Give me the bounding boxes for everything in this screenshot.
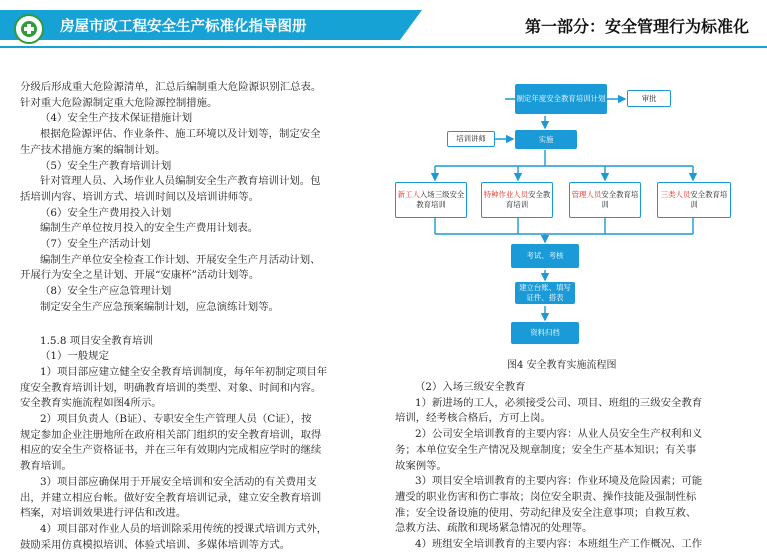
paragraph-line: 培训，经考核合格后，方可上岗。 [395, 412, 551, 425]
paragraph-line: 度安全教育培训计划，明确教育培训的类型、对象、时间和内容。 [20, 381, 322, 394]
paragraph-line: 制定安全生产应急预案编制计划，应急演练计划等。 [40, 300, 279, 313]
paragraph-line: 编制生产单位按月投入的安全生产费用计划表。 [40, 222, 259, 235]
paragraph-line: 相应的安全生产资格证书，并在三年有效期内完成相应学时的继续 [20, 444, 322, 457]
branch-label: 入场三级安全教育培训 [416, 190, 465, 209]
header-rule [0, 46, 767, 48]
flow-records-label: 建立台账、填写证件、搭表 [519, 283, 571, 302]
flow-trainer-label: 培训讲师 [456, 134, 486, 143]
header-banner-tail [400, 10, 422, 40]
flow-implement-box [515, 130, 577, 149]
branch-highlight: 三类人员 [660, 190, 691, 199]
flow-trainer-box [447, 131, 495, 147]
paragraph-line: 故案例等。 [395, 459, 447, 472]
paragraph-line: 括培训内容、培训方式、培训时间以及培训讲师等。 [20, 190, 259, 203]
safety-education-flowchart [395, 82, 747, 352]
subheading: （8）安全生产应急管理计划 [40, 285, 172, 298]
paragraph-line: 出，并建立相应台帐。做好安全教育培训记录，建立安全教育培训 [20, 491, 322, 504]
page-header [0, 0, 767, 56]
branch-highlight: 新工人 [397, 190, 420, 199]
paragraph-line: 3）项目安全培训教育的主要内容：作业环境及危险因素；可能 [415, 475, 703, 488]
paragraph-line: 教育培训。 [20, 460, 72, 473]
section-heading: 1.5.8 项目安全教育培训 [40, 334, 153, 347]
flow-branch-three-types [657, 182, 731, 218]
left-column [20, 80, 372, 553]
branch-label: 安全教育培训 [505, 190, 551, 209]
figure-caption: 图4 安全教育实施流程图 [507, 360, 617, 371]
part-title: 第一部分：安全管理行为标准化 [524, 17, 749, 36]
flow-branch-special-workers [481, 182, 553, 218]
paragraph-line: 务；本单位安全生产情况及规章制度；安全生产基本知识；有关事 [395, 443, 697, 456]
safety-logo-icon [14, 14, 44, 44]
paragraph-line: 3）项目部应确保用于开展安全培训和安全活动的有关费用支 [40, 475, 317, 488]
flow-implement-label: 实施 [538, 134, 554, 144]
book-title: 房屋市政工程安全生产标准化指导图册 [60, 19, 307, 35]
subheading: （7）安全生产活动计划 [40, 238, 151, 251]
right-column [395, 380, 747, 553]
paragraph-line: 4）项目部对作业人员的培训除采用传统的授课式培训方式外， [40, 522, 328, 535]
paragraph-line: 2）公司安全培训教育的主要内容：从业人员安全生产权利和义 [415, 428, 703, 441]
flow-approve-label: 审批 [641, 93, 657, 103]
paragraph-line: 根据危险源评估、作业条件、施工环境以及计划等，制定安全 [40, 128, 321, 141]
paragraph-line: 准；安全设备设施的使用、劳动纪律及安全注意事项；自救互救、 [395, 506, 697, 519]
paragraph-line: 针对管理人员、入场作业人员编制安全生产教育培训计划。包 [40, 175, 321, 188]
flow-branch-managers [569, 182, 641, 218]
paragraph-line: 2）项目负责人（B证）、专职安全生产管理人员（C证），按 [40, 413, 312, 426]
paragraph-line: 安全教育实施流程如图4所示。 [20, 397, 162, 410]
paragraph-line: 1）项目部应建立健全安全教育培训制度，每年年初制定项目年 [40, 365, 328, 378]
paragraph-line: 档案，对培训效果进行评估和改进。 [20, 507, 187, 520]
paragraph-line: 急救方法、疏散和现场紧急情况的处理等。 [395, 522, 593, 535]
paragraph-line: 1）新进场的工人，必须接受公司、项目、班组的三级安全教育 [415, 396, 703, 409]
subheading: （1）一般规定 [40, 350, 109, 363]
paragraph-line: 遭受的职业伤害和伤亡事故；岗位安全职责、操作技能及强制性标 [395, 490, 697, 503]
subheading: （5）安全生产教育培训计划 [40, 159, 172, 172]
paragraph-line: 规定参加企业注册地所在政府相关部门组织的安全教育培训，取得 [20, 428, 322, 441]
subheading: （2）入场三级安全教育 [415, 381, 526, 393]
paragraph-line: 4）班组安全培训教育的主要内容：本班组生产工作概况、工作 [415, 538, 703, 551]
branch-highlight: 特种作业人员 [483, 190, 529, 199]
branch-highlight: 管理人员 [571, 190, 602, 199]
flow-plan-box [515, 84, 607, 114]
subheading: （4）安全生产技术保证措施计划 [40, 112, 193, 125]
subheading: （6）安全生产费用投入计划 [40, 206, 172, 219]
branch-label: 安全教育培训 [690, 190, 728, 209]
flow-exam-box [511, 244, 579, 268]
paragraph-line: 鼓励采用仿真模拟培训、体验式培训、多媒体培训等方式。 [20, 538, 291, 551]
paragraph-line: 生产技术措施方案的编制计划。 [20, 143, 166, 156]
flow-branch-new-workers [395, 182, 467, 218]
flow-archive-box [511, 322, 579, 344]
flow-records-box [515, 282, 575, 304]
branch-label: 安全教育培训 [601, 190, 639, 209]
paragraph-line: 编制生产单位安全检查工作计划、开展安全生产月活动计划、 [40, 253, 321, 266]
flow-plan-label: 制定年度安全教育培训计划 [516, 94, 606, 103]
flow-exam-label: 考试、考核 [526, 251, 564, 260]
paragraph-line: 分级后形成重大危险源清单，汇总后编制重大危险源识别汇总表。 [20, 81, 322, 93]
paragraph-line: 针对重大危险源制定重大危险源控制措施。 [20, 96, 218, 109]
flow-approve-box [627, 90, 671, 107]
flow-archive-label: 资料归档 [530, 328, 560, 337]
paragraph-line: 开展行为安全之星计划、开展“安康杯”活动计划等。 [20, 269, 260, 282]
